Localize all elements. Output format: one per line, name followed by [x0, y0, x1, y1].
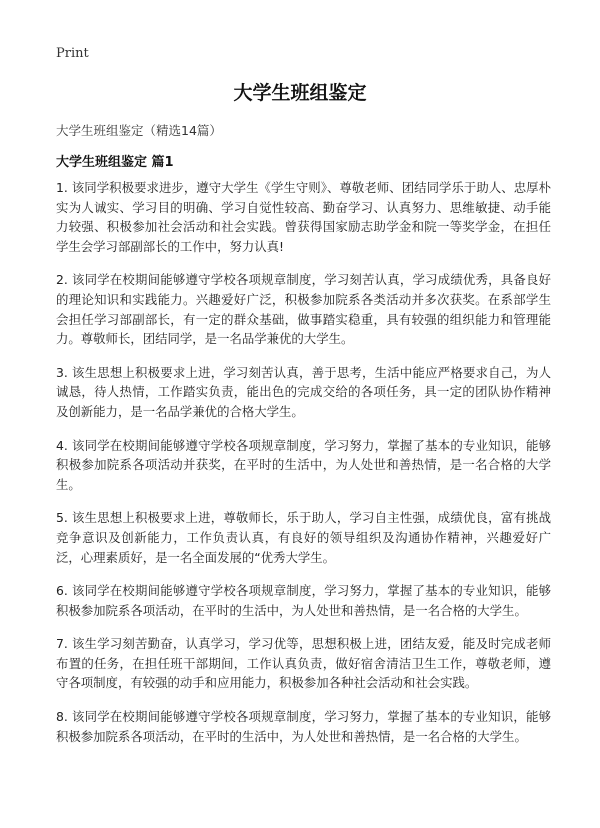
paragraph-2: 2. 该同学在校期间能够遵守学校各项规章制度，学习刻苦认真，学习成绩优秀，具备良好的理论知识和实践能力。兴趣爱好广泛，积极参加院系各类活动并多次获奖。在系部学生会担任学习部副部长，有一定的群众基础，做事踏实稳重，具有较强的组织能力和管理能力。尊敬师长，团结同学，是一名品学兼优的大学生。	[56, 272, 551, 347]
page-title: 大学生班组鉴定	[233, 82, 367, 104]
paragraph-8: 8. 该同学在校期间能够遵守学校各项规章制度，学习努力，掌握了基本的专业知识，能够积极参加院系各项活动，在平时的生活中，为人处世和善热情，是一名合格的大学生。	[56, 709, 551, 744]
article-body	[56, 178, 551, 760]
paragraph-1: 1. 该同学积极要求进步，遵守大学生《学生守则》、尊敬老师、团结同学乐于助人、忠厚朴实为人诚实、学习目的明确、学习自觉性较高、勤奋学习、认真努力、思维敏捷、动手能力较强、积极参加社会活动和社会实践。曾获得国家励志助学金和院一等奖学金，在担任学生会学习部副部长的工作中，努力认真!	[56, 180, 551, 254]
paragraph-6: 6. 该同学在校期间能够遵守学校各项规章制度，学习努力，掌握了基本的专业知识，能够积极参加院系各项活动，在平时的生活中，为人处世和善热情，是一名合格的大学生。	[56, 583, 551, 618]
paragraph-7: 7. 该生学习刻苦勤奋，认真学习，学习优等，思想积极上进，团结友爱，能及时完成老师布置的任务，在担任班干部期间，工作认真负责，做好宿舍清洁卫生工作，尊敬老师，遵守各项制度，有较强的动手和应用能力，积极参加各种社会活动和社会实践。	[56, 636, 551, 691]
print-link[interactable]: Print	[56, 46, 89, 61]
paragraph-5: 5. 该生思想上积极要求上进，尊敬师长，乐于助人，学习自主性强，成绩优良，富有挑战竞争意识及创新能力，工作负责认真，有良好的领导组织及沟通协作精神，兴趣爱好广泛，心理素质好，是一名全面发展的“优秀大学生。	[56, 510, 551, 565]
document-subtitle: 大学生班组鉴定（精选14篇）	[56, 123, 222, 138]
section-heading: 大学生班组鉴定 篇1	[56, 155, 174, 170]
paragraph-4: 4. 该同学在校期间能够遵守学校各项规章制度，学习努力，掌握了基本的专业知识，能够积极参加院系各项活动并获奖，在平时的生活中，为人处世和善热情，是一名合格的大学生。	[56, 437, 551, 492]
paragraph-3: 3. 该生思想上积极要求上进，学习刻苦认真，善于思考，生活中能应严格要求自己，为人诚恳，待人热情，工作踏实负责，能出色的完成交给的各项任务，具一定的团队协作精神及创新能力，是一名品学兼优的合格大学生。	[56, 364, 551, 419]
